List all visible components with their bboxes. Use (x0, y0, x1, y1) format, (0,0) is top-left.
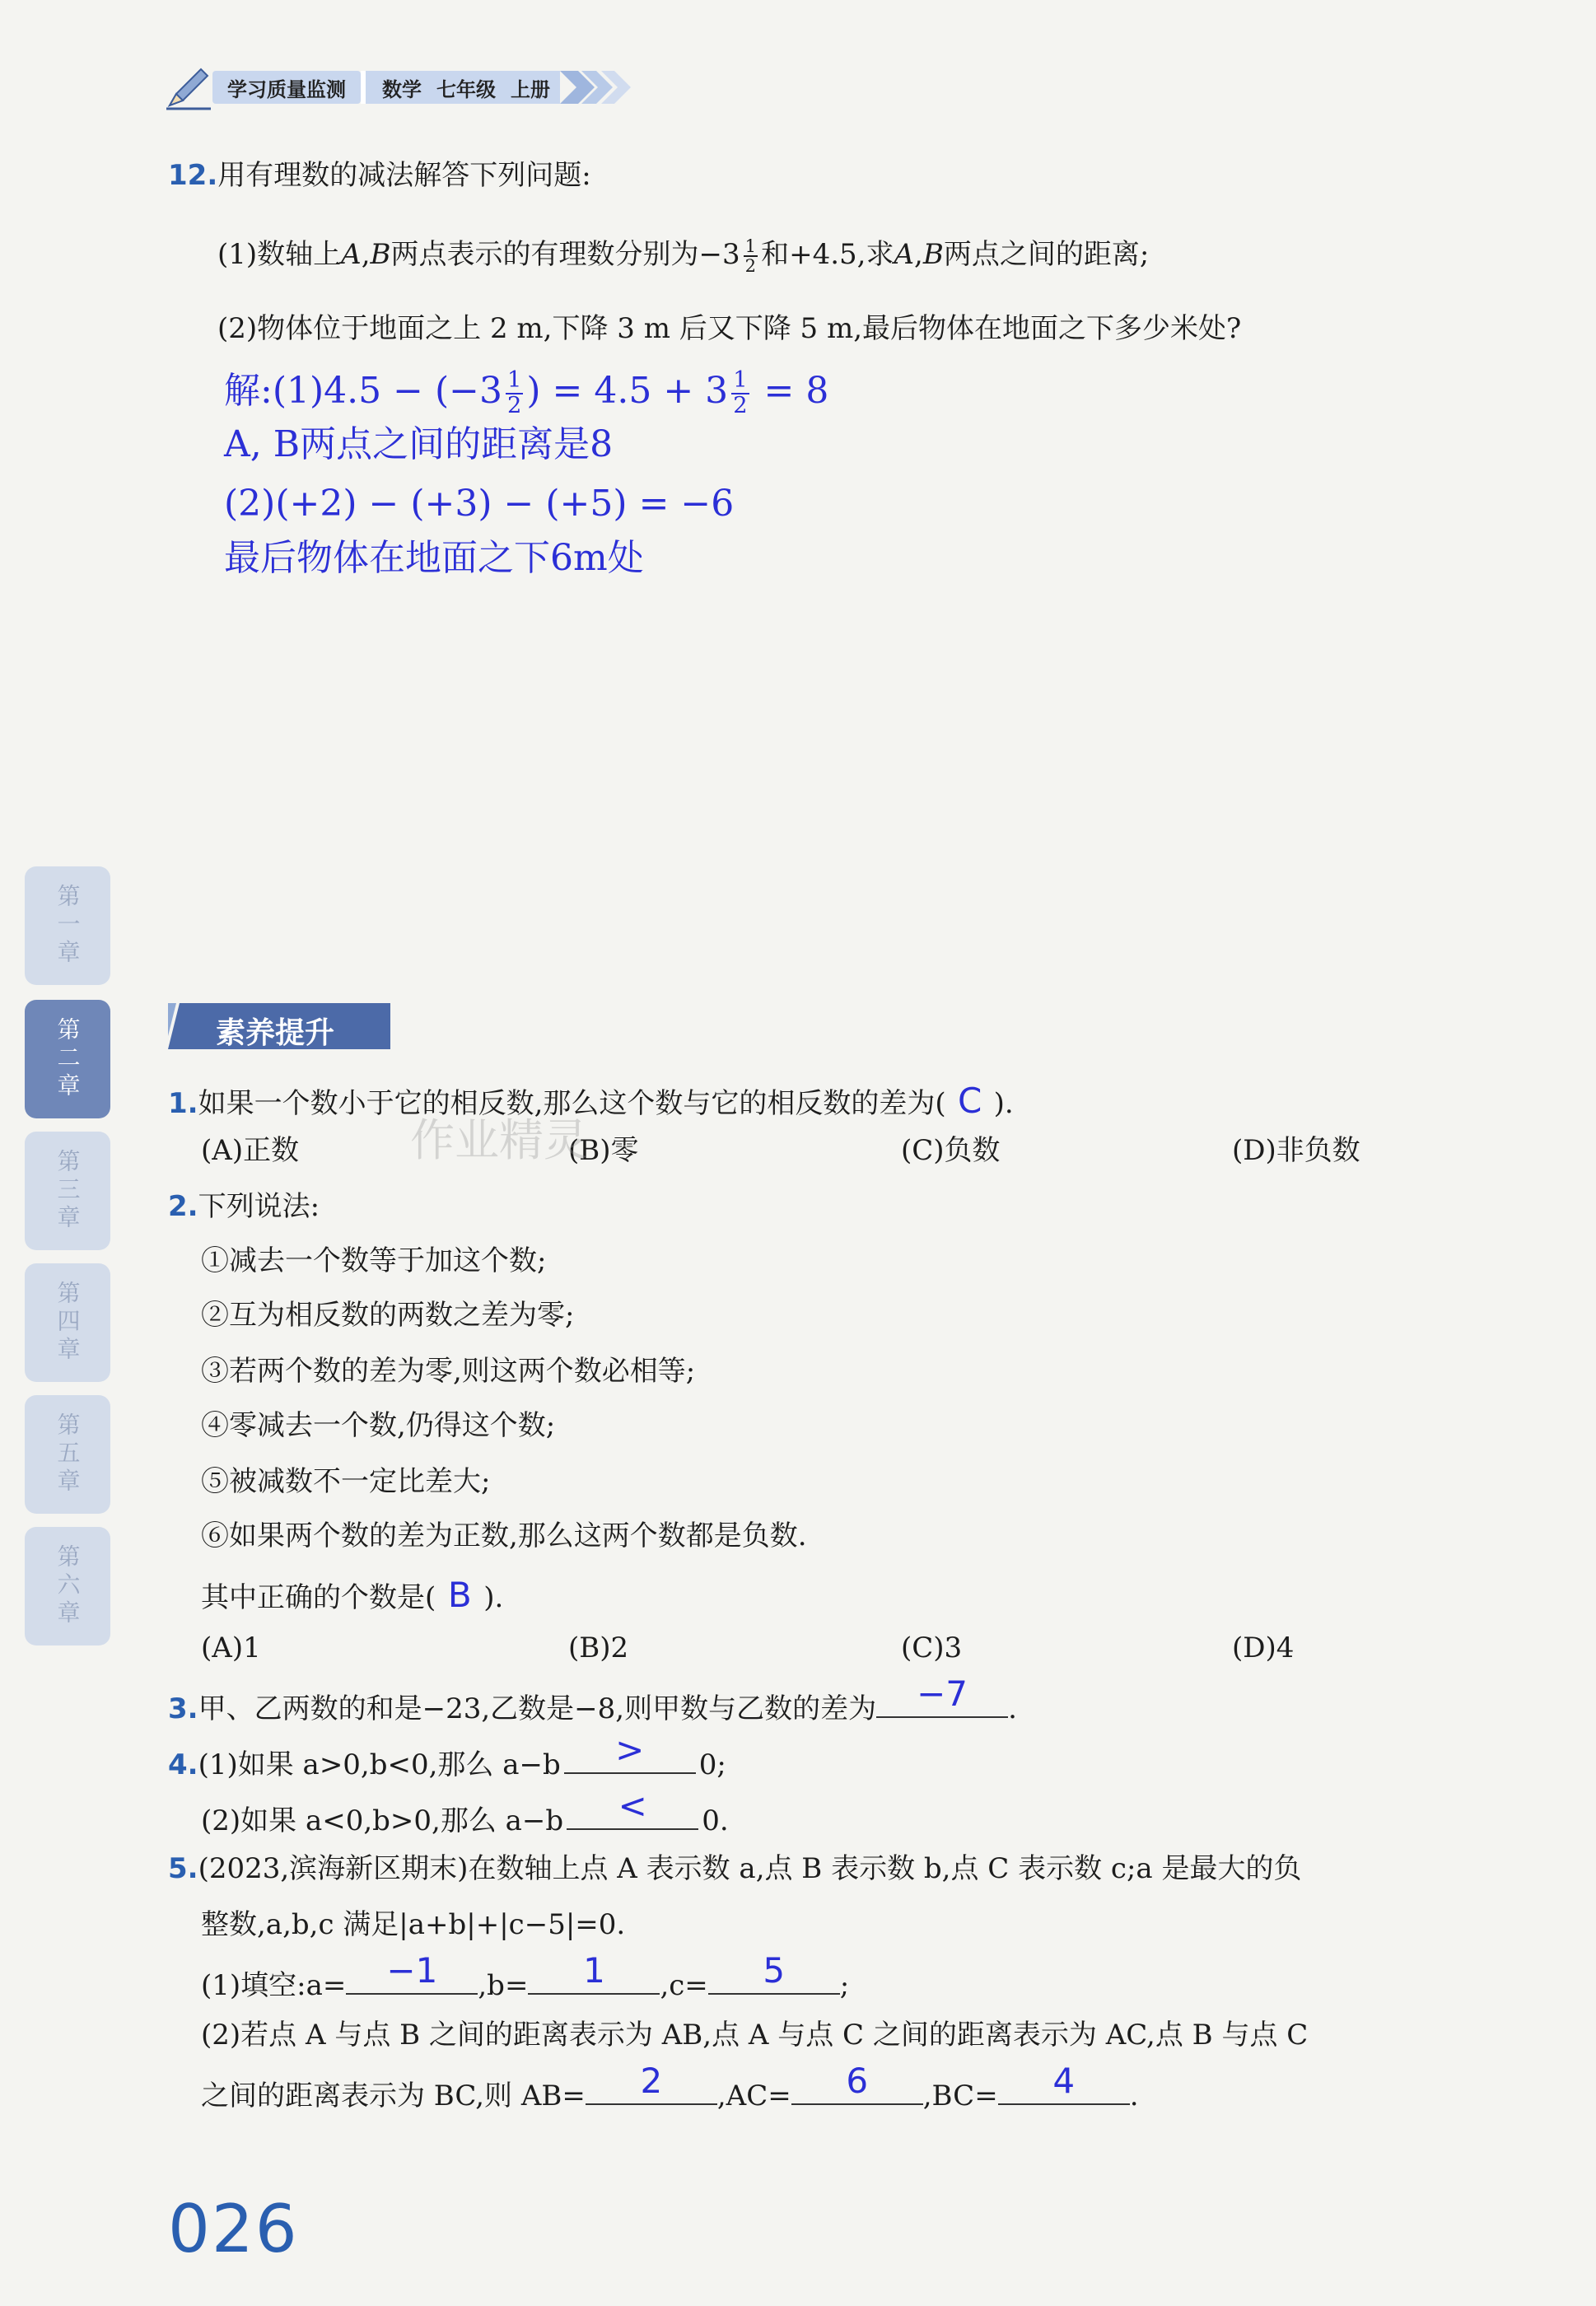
q5-part1: (1)填空:a= −1 ,b= 1 ,c= 5 ; (201, 1950, 850, 2002)
q5-blank-b: 1 (528, 1965, 660, 1995)
series-title: 学习质量监测 (212, 71, 361, 104)
q4-part1: 4.(1)如果 a>0,b<0,那么 a−b > 0; (168, 1730, 726, 1781)
q5-part2-line2: 之间的距离表示为 BC,则 AB= 2 ,AC= 6 ,BC= 4 . (201, 2061, 1139, 2112)
subject-label: 数学 (382, 77, 422, 101)
q12-solution-line3: (2)(+2) − (+3) − (+5) = −6 (224, 483, 735, 525)
book-info (366, 71, 560, 104)
q5-line2: 整数,a,b,c 满足|a+b|+|c−5|=0. (201, 1908, 626, 1941)
section-title: 素养提升 (216, 1016, 335, 1050)
q12-part2: (2)物体位于地面之上 2 m,下降 3 m 后又下降 5 m,最后物体在地面之下多少米处? (217, 312, 1242, 345)
q4-answer-1: > (615, 1730, 645, 1770)
page-number: 026 (168, 2191, 299, 2267)
q2-option-a: (A)1 (201, 1631, 261, 1664)
q5-blank-a: −1 (346, 1965, 478, 1995)
q1-stem: 1.如果一个数小于它的相反数,那么这个数与它的相反数的差为( C ). (168, 1081, 1014, 1121)
grade-label: 七年级 (436, 77, 496, 101)
q2-item: ⑥如果两个数的差为正数,那么这两个数都是负数. (201, 1519, 807, 1552)
q4-part2: (2)如果 a<0,b>0,那么 a−b < 0. (201, 1786, 729, 1837)
q4-blank-1 (564, 1730, 696, 1774)
chapter-tab-1[interactable]: 第一章 (25, 866, 110, 985)
q1-option-d: (D)非负数 (1232, 1134, 1360, 1167)
watermark: 作业精灵 (410, 1114, 588, 1166)
q12-solution-line2: A, B两点之间的距离是8 (224, 423, 614, 465)
chapter-tab-5[interactable]: 第五章 (25, 1395, 110, 1514)
q2-ask: 其中正确的个数是( B ). (201, 1575, 504, 1615)
q2-item: ②互为相反数的两数之差为零; (201, 1299, 575, 1332)
q4-answer-2: < (618, 1786, 647, 1826)
q5-part2-line1: (2)若点 A 与点 B 之间的距离表示为 AB,点 A 与点 C 之间的距离表示为 AC,点 B 与点 C (201, 2019, 1309, 2052)
q2-stem: 2.下列说法: (168, 1190, 320, 1223)
q12-part1: (1)数轴上A,B两点表示的有理数分别为−3 $\frac{1}{2}$ 和+4.5,求A,B两点之间的距离; (217, 236, 1150, 277)
q12-stem: 12.用有理数的减法解答下列问题: (168, 159, 591, 192)
q1-answer: C (957, 1081, 982, 1121)
q1-option-c: (C)负数 (901, 1134, 1001, 1167)
q2-option-c: (C)3 (901, 1631, 963, 1664)
q2-item: ①减去一个数等于加这个数; (201, 1244, 547, 1277)
q3-stem: 3.甲、乙两数的和是−23,乙数是−8,则甲数与乙数的差为 −7 . (168, 1673, 1017, 1725)
q3-answer: −7 (917, 1673, 968, 1714)
q5-blank-bc: 4 (998, 2075, 1130, 2105)
page-header (165, 64, 634, 110)
pencil-icon (165, 64, 212, 110)
q2-item: ⑤被减数不一定比差大; (201, 1465, 491, 1498)
chapter-tab-3[interactable]: 第三章 (25, 1132, 110, 1250)
q2-item: ④零减去一个数,仍得这个数; (201, 1409, 556, 1442)
q5-blank-c: 5 (708, 1965, 840, 1995)
q2-option-d: (D)4 (1232, 1631, 1295, 1664)
q5-line1: 5.(2023,滨海新区期末)在数轴上点 A 表示数 a,点 B 表示数 b,点 C 表示数 c;a 是最大的负 (168, 1852, 1302, 1885)
chapter-tab-6[interactable]: 第六章 (25, 1527, 110, 1645)
q5-blank-ab: 2 (586, 2075, 717, 2105)
q12-solution-line1: 解:(1)4.5 − (−3 $\frac{1}{2}$ ) = 4.5 + 3 $\frac{1}{2}$ = 8 (224, 367, 829, 418)
fraction-one-half: $\frac{1}{2}$ (744, 236, 757, 277)
chapter-tab-2[interactable]: 第二章 (25, 1000, 110, 1118)
q12-number: 12. (168, 159, 218, 192)
q5-blank-ac: 6 (791, 2075, 923, 2105)
q3-blank (876, 1673, 1008, 1718)
q2-option-b: (B)2 (568, 1631, 629, 1664)
q12-solution-line4: 最后物体在地面之下6m处 (224, 537, 644, 579)
q4-blank-2 (567, 1786, 698, 1830)
q2-item: ③若两个数的差为零,则这两个数必相等; (201, 1355, 696, 1388)
q1-option-a: (A)正数 (201, 1134, 300, 1167)
chapter-tab-4[interactable]: 第四章 (25, 1263, 110, 1382)
chevron-right-icon (560, 64, 634, 110)
volume-label: 上册 (511, 77, 550, 101)
q2-answer: B (447, 1575, 472, 1615)
q1-option-b: (B)零 (568, 1134, 639, 1167)
